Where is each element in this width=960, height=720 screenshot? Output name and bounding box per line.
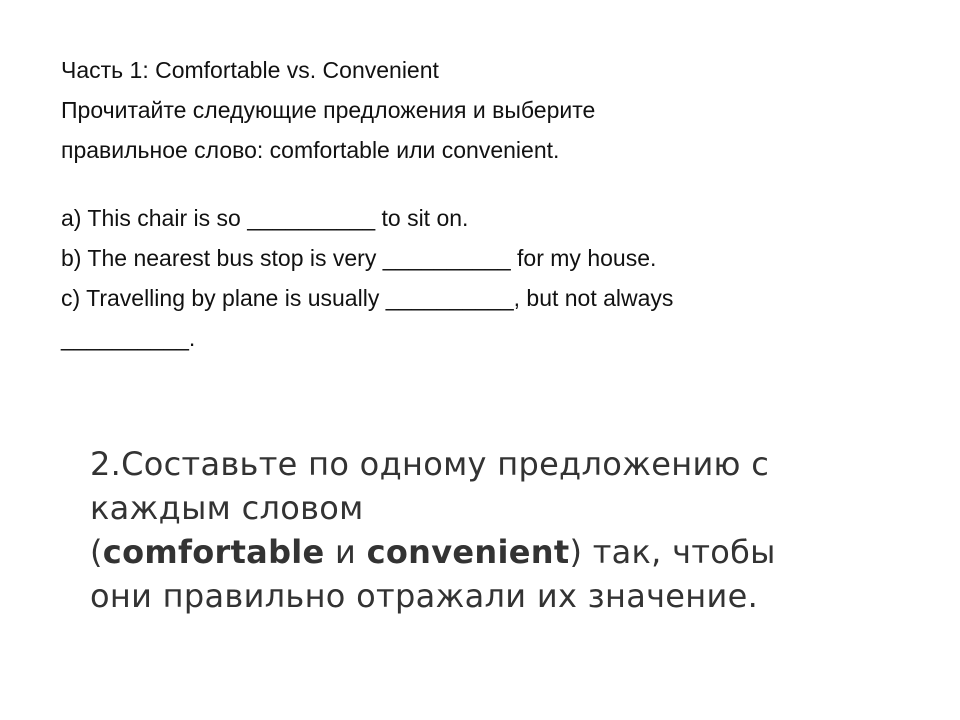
- part1-instruction-line2: правильное слово: comfortable или convenient.: [61, 137, 560, 163]
- sentence-b: b) The nearest bus stop is very __________ for my house.: [61, 245, 657, 271]
- sentence-c-line1: c) Travelling by plane is usually __________, but not always: [61, 285, 674, 311]
- conjunction: и: [324, 533, 367, 571]
- line3-rest: ) так, чтобы: [569, 533, 776, 571]
- part1-heading: Часть 1: Comfortable vs. Convenient: [61, 57, 439, 83]
- spacer: [61, 170, 921, 198]
- part2-line2: каждым словом: [90, 489, 364, 527]
- keyword-comfortable: comfortable: [102, 533, 325, 571]
- part2-line1: 2.Составьте по одному предложению с: [90, 445, 770, 483]
- part1-instruction-line1: Прочитайте следующие предложения и выберите: [61, 97, 596, 123]
- keyword-convenient: convenient: [366, 533, 570, 571]
- part2-task: [90, 442, 910, 618]
- part2-line4: они правильно отражали их значение.: [90, 577, 759, 615]
- part1-exercise: [61, 50, 921, 358]
- part2-line3: [90, 530, 910, 574]
- open-paren: (: [90, 533, 103, 571]
- sentence-a: a) This chair is so __________ to sit on.: [61, 205, 469, 231]
- sentence-c-line2: __________.: [61, 325, 196, 351]
